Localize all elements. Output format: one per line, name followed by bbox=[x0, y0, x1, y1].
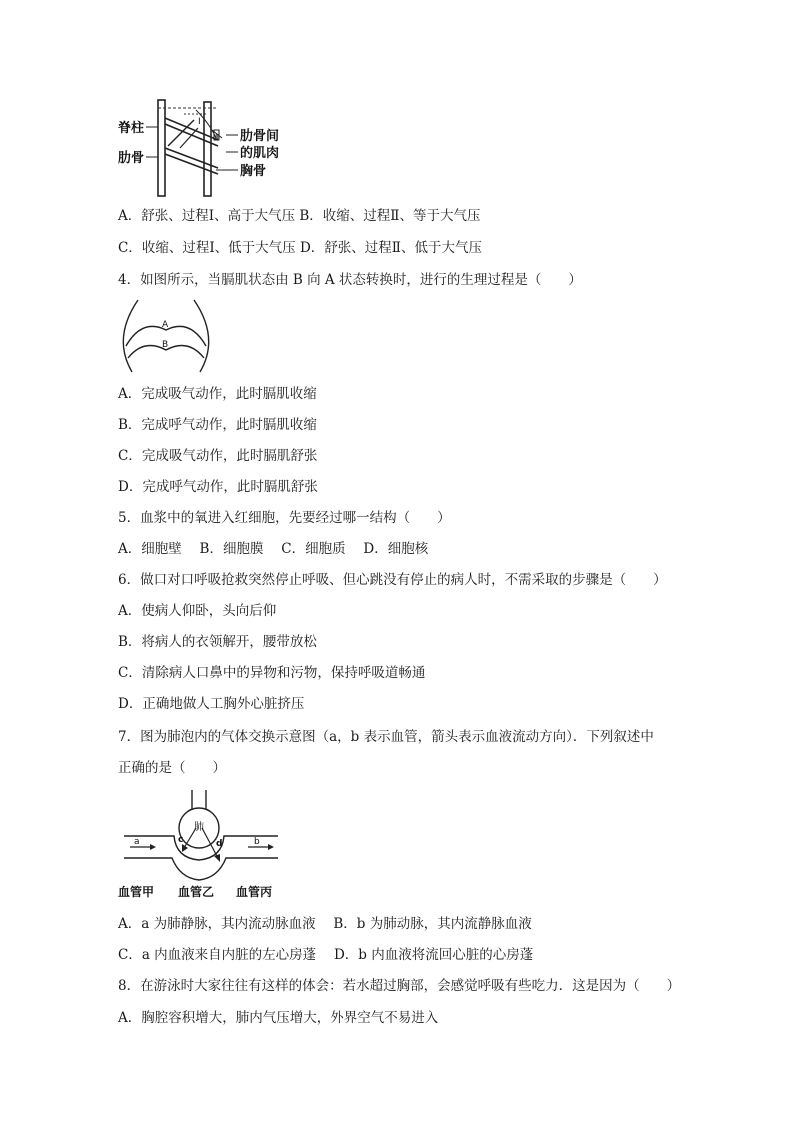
q7-stem-line2: 正确的是（ ） bbox=[118, 760, 226, 776]
q8-option-a: A．胸腔容积增大，肺内气压增大，外界空气不易进入 bbox=[118, 1010, 439, 1026]
vessel-b-label: b bbox=[254, 837, 260, 847]
q3-options-cd: C．收缩、过程Ⅰ、低于大气压 D．舒张、过程Ⅱ、低于大气压 bbox=[118, 240, 482, 256]
diaphragm-state-a: A bbox=[162, 320, 169, 330]
q6-option-b: B．将病人的衣领解开，腰带放松 bbox=[118, 634, 317, 650]
q8-stem: 8．在游泳时大家往往有这样的体会：若水超过胸部，会感觉呼吸有些吃力．这是因为（ ） bbox=[118, 978, 681, 994]
q4-option-a: A．完成吸气动作，此时膈肌收缩 bbox=[118, 386, 317, 402]
alveolus-label: 肺 bbox=[194, 822, 204, 833]
vessel-a-label: a bbox=[134, 837, 140, 847]
vessel-bing-label: 血管丙 bbox=[236, 885, 273, 899]
rib-label: 肋骨 bbox=[118, 151, 145, 166]
alveolus-figure bbox=[118, 788, 288, 904]
q7-options-ab: A．a 为肺静脉，其内流动脉血液 B．b 为肺动脉，其内流静脉血液 bbox=[118, 916, 532, 932]
q4-option-c: C．完成吸气动作，此时膈肌舒张 bbox=[118, 448, 318, 464]
sternum-label: 胸骨 bbox=[240, 164, 267, 179]
q6-option-c: C．清除病人口鼻中的异物和污物，保持呼吸道畅通 bbox=[118, 665, 426, 681]
exchange-d-label: d bbox=[216, 839, 223, 849]
q6-stem: 6．做口对口呼吸抢救突然停止呼吸、但心跳没有停止的病人时，不需采取的步骤是（ ） bbox=[118, 572, 667, 588]
vessel-jia-label: 血管甲 bbox=[118, 885, 155, 899]
q4-stem: 4．如图所示，当膈肌状态由 B 向 A 状态转换时，进行的生理过程是（ ） bbox=[118, 272, 582, 288]
rib-cage-figure bbox=[118, 94, 318, 202]
vessel-yi-label: 血管乙 bbox=[178, 885, 215, 899]
intercostal-label-line2: 的肌肉 bbox=[240, 146, 280, 161]
q4-option-d: D．完成呼气动作，此时膈肌舒张 bbox=[118, 479, 318, 495]
exchange-c-label: c bbox=[178, 835, 184, 845]
q4-option-b: B．完成呼气动作，此时膈肌收缩 bbox=[118, 417, 317, 433]
q3-options-ab: A．舒张、过程Ⅰ、高于大气压 B．收缩、过程Ⅱ、等于大气压 bbox=[118, 208, 481, 224]
diaphragm-figure bbox=[118, 294, 214, 378]
diaphragm-state-b: B bbox=[162, 340, 169, 350]
process-1-label: Ⅰ bbox=[198, 117, 201, 127]
q7-options-cd: C．a 内血液来自内脏的左心房蓬 D．b 内血液将流回心脏的心房蓬 bbox=[118, 947, 534, 963]
q6-option-d: D．正确地做人工胸外心脏挤压 bbox=[118, 696, 305, 712]
process-2-label: Ⅱ bbox=[215, 133, 219, 142]
q5-stem: 5．血浆中的氧进入红细胞，先要经过哪一结构（ ） bbox=[118, 510, 451, 526]
q7-stem-line1: 7．图为肺泡内的气体交换示意图（a，b 表示血管，箭头表示血液流动方向）．下列叙述中 bbox=[118, 729, 654, 745]
spine-label: 脊柱 bbox=[118, 121, 145, 136]
intercostal-label-line1: 肋骨间 bbox=[240, 129, 280, 144]
q5-options: A．细胞壁 B．细胞膜 C．细胞质 D．细胞核 bbox=[118, 541, 429, 557]
q6-option-a: A．使病人仰卧，头向后仰 bbox=[118, 603, 277, 619]
